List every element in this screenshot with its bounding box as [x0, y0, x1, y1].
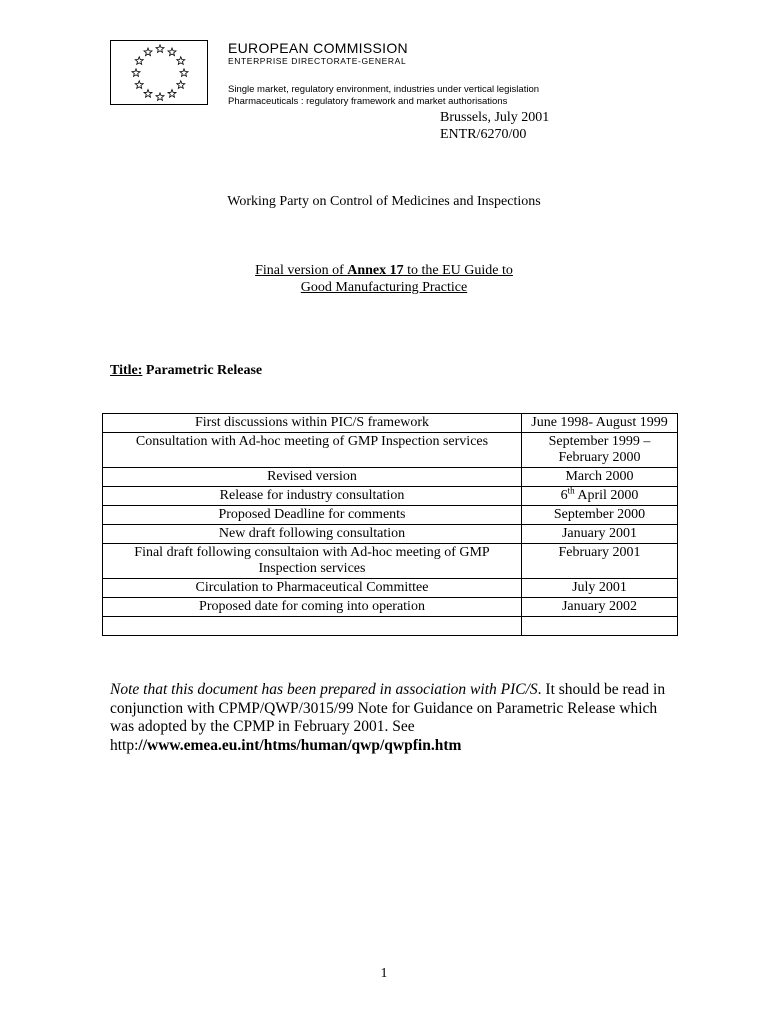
date-ordinal: th	[567, 485, 575, 496]
note-body-text: . It should be read in conjunction with CPMP/QWP/3015/99 Note for Guidance on Parametric Release which was adopted by the CPMP in February 2001. See	[110, 681, 666, 735]
eu-logo	[110, 40, 208, 105]
history-table-body	[103, 414, 678, 636]
table-row	[103, 468, 678, 487]
emea-url-link[interactable]: //www.emea.eu.int/htms/human/qwp/qwpfin.htm	[138, 736, 462, 754]
event-cell: New draft following consultation	[103, 525, 522, 544]
date-cell: June 1998- August 1999	[522, 414, 678, 433]
annex-label: Annex 17	[347, 263, 404, 278]
table-row	[103, 617, 678, 636]
star-icon	[135, 57, 143, 65]
star-icon	[132, 69, 140, 77]
note-italic-text: Note that this document has been prepared in association with PIC/S	[110, 681, 538, 698]
directorate-line-2: Pharmaceuticals : regulatory framework and market authorisations	[228, 96, 508, 107]
event-cell	[103, 617, 522, 636]
directorate-line-1: Single market, regulatory environment, industries under vertical legislation	[228, 84, 540, 95]
star-icon	[144, 90, 152, 98]
star-icon	[135, 81, 143, 89]
star-icon	[180, 69, 188, 77]
date-day: 6	[560, 488, 568, 503]
organisation-name: EUROPEAN COMMISSION	[228, 40, 408, 56]
event-cell: Consultation with Ad-hoc meeting of GMP Inspection services	[103, 433, 522, 468]
final-version-prefix: Final version of	[255, 263, 348, 278]
document-reference: ENTR/6270/00	[440, 127, 527, 142]
date-cell	[522, 487, 678, 506]
final-version-line-2: Good Manufacturing Practice	[300, 280, 468, 295]
star-icon	[168, 90, 176, 98]
table-row	[103, 487, 678, 506]
place-date: Brussels, July 2001	[440, 110, 550, 125]
table-row	[103, 525, 678, 544]
date-rest: April 2000	[574, 488, 639, 503]
title-value: Parametric Release	[145, 363, 263, 378]
star-icon	[156, 93, 164, 101]
star-icon	[177, 57, 185, 65]
directorate-general: ENTERPRISE DIRECTORATE-GENERAL	[228, 56, 407, 66]
table-row	[103, 414, 678, 433]
page-number: 1	[380, 966, 388, 981]
title-label: Title:	[110, 363, 143, 378]
event-cell: Revised version	[103, 468, 522, 487]
date-cell: January 2002	[522, 598, 678, 617]
event-cell: Circulation to Pharmaceutical Committee	[103, 579, 522, 598]
note-paragraph	[110, 681, 670, 755]
eu-flag-stars-icon	[111, 41, 209, 106]
final-version-line-1	[0, 262, 768, 279]
star-icon	[168, 48, 176, 56]
date-cell: July 2001	[522, 579, 678, 598]
working-party-heading: Working Party on Control of Medicines and Inspections	[227, 194, 541, 209]
date-cell: September 2000	[522, 506, 678, 525]
table-row	[103, 544, 678, 579]
table-row	[103, 598, 678, 617]
table-row	[103, 506, 678, 525]
date-cell	[522, 617, 678, 636]
event-cell: Release for industry consultation	[103, 487, 522, 506]
date-cell: March 2000	[522, 468, 678, 487]
date-cell: September 1999 – February 2000	[522, 433, 678, 468]
star-icon	[144, 48, 152, 56]
final-version-middle: to the EU Guide to	[403, 263, 513, 278]
date-cell: January 2001	[522, 525, 678, 544]
event-cell: Final draft following consultaion with Ad-hoc meeting of GMP Inspection services	[103, 544, 522, 579]
event-cell: First discussions within PIC/S framework	[103, 414, 522, 433]
table-row	[103, 579, 678, 598]
star-icon	[156, 45, 164, 53]
table-row	[103, 433, 678, 468]
event-cell: Proposed Deadline for comments	[103, 506, 522, 525]
event-cell: Proposed date for coming into operation	[103, 598, 522, 617]
url-prefix: http:	[110, 736, 139, 754]
document-title	[110, 363, 262, 379]
history-table	[102, 413, 678, 636]
final-version-heading	[0, 262, 768, 296]
star-icon	[177, 81, 185, 89]
date-cell: February 2001	[522, 544, 678, 579]
